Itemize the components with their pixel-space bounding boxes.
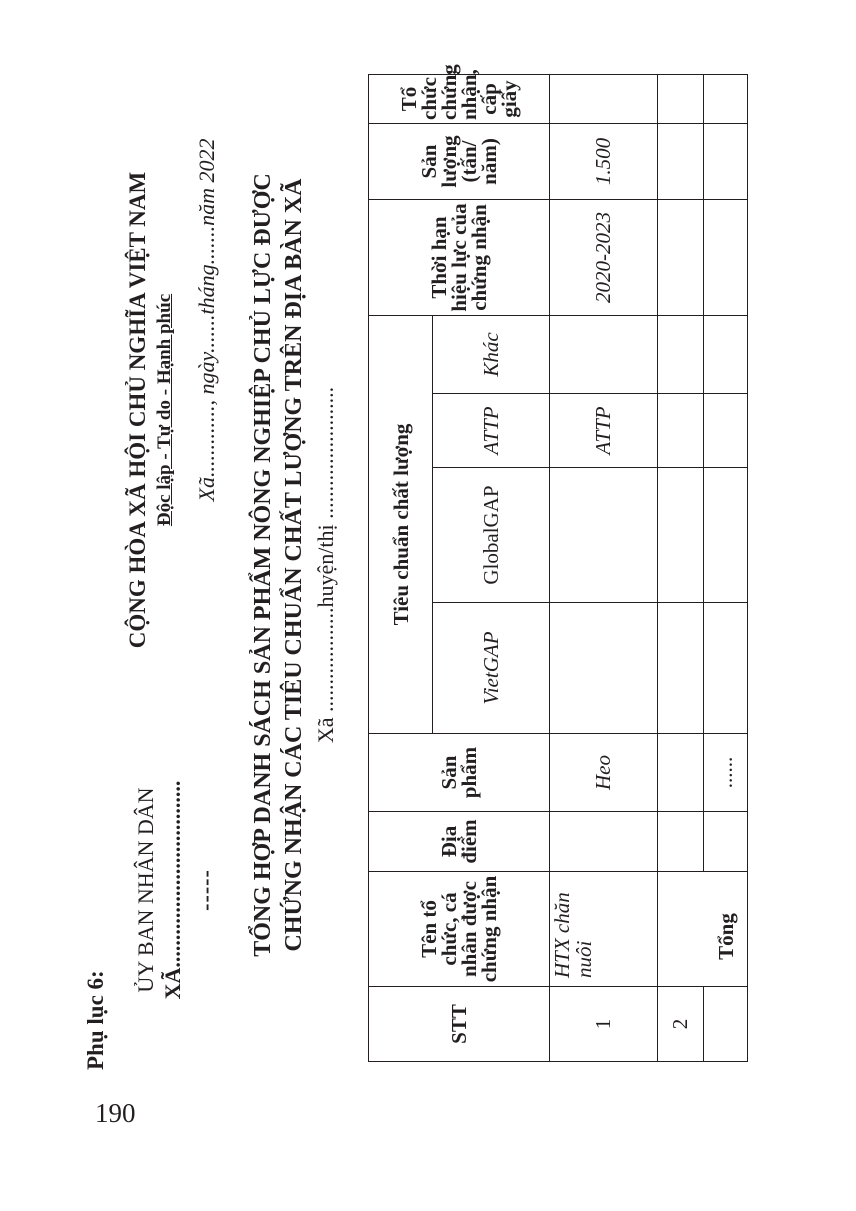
- table-row: [550, 75, 658, 1062]
- col-vietgap-header: VietGAP: [433, 603, 550, 734]
- col-other-header: Khác: [433, 316, 550, 394]
- cell-org: HTX chăn nuôi: [550, 872, 658, 987]
- cell-issuer: [550, 75, 658, 124]
- col-stt-header: STT: [369, 987, 550, 1062]
- committee-separator: -----: [193, 869, 218, 911]
- total-attp: [704, 394, 748, 468]
- col-issuer-header: Tổ chức chứng nhận, cấp giấy: [369, 75, 550, 124]
- cell-vietgap: [658, 603, 704, 734]
- cell-stt: 1: [550, 987, 658, 1062]
- total-label: Tổng: [704, 812, 748, 1062]
- cell-product: [658, 734, 704, 812]
- national-header: [125, 80, 220, 740]
- commune-name: XÃ..................................: [160, 780, 185, 1000]
- cell-globalgap: [658, 468, 704, 603]
- total-validity: [704, 200, 748, 316]
- page-number: 190: [95, 1098, 136, 1128]
- date-line: Xã............., ngày.......tháng.......năm 2022: [194, 138, 219, 502]
- total-issuer: [704, 75, 748, 124]
- appendix-label: Phụ lục 6:: [83, 970, 108, 1070]
- total-product: ......: [704, 734, 748, 812]
- cell-globalgap: [550, 468, 658, 603]
- document-title: [248, 105, 310, 1025]
- cell-vietgap: [550, 603, 658, 734]
- cell-validity: [658, 200, 704, 316]
- cell-other: [550, 316, 658, 394]
- cell-stt: 2: [658, 987, 704, 1062]
- cell-place: [550, 812, 658, 872]
- col-output-header: Sản lượng (tấn/ năm): [369, 124, 550, 200]
- cell-output: [658, 124, 704, 200]
- table-row: [658, 75, 704, 1062]
- col-place-header: Địa điểm: [369, 812, 550, 872]
- cell-issuer: [658, 75, 704, 124]
- cell-other: [658, 316, 704, 394]
- title-line-2: CHỨNG NHẬN CÁC TIÊU CHUẨN CHẤT LƯỢNG TRÊN ĐỊA BÀN XÃ: [281, 178, 307, 952]
- col-product-header: Sản phẩm: [369, 734, 550, 812]
- total-vietgap: [704, 603, 748, 734]
- national-motto: Độc lập - Tự do - Hạnh phúc: [154, 293, 175, 527]
- republic-name: CỘNG HÒA XÃ HỘI CHỦ NGHĨA VIỆT NAM: [125, 171, 150, 649]
- cell-output: 1.500: [550, 124, 658, 200]
- col-standards-header: Tiêu chuẩn chất lượng: [369, 316, 433, 734]
- header-row: [369, 75, 433, 1062]
- cell-attp: [658, 394, 704, 468]
- cell-attp: ATTP: [550, 394, 658, 468]
- committee-header: [132, 765, 219, 1015]
- cell-product: Heo: [550, 734, 658, 812]
- title-line-1: TỔNG HỢP DANH SÁCH SẢN PHẨM NÔNG NGHIỆP CHỦ LỰC ĐƯỢC: [250, 173, 276, 957]
- location-line: Xã ...................huyện/thị ........................: [313, 386, 338, 744]
- cell-place: [658, 812, 704, 872]
- total-globalgap: [704, 468, 748, 603]
- col-validity-header: Thời hạn hiệu lực của chứng nhận: [369, 200, 550, 316]
- committee-name: ỦY BAN NHÂN DÂN: [133, 787, 158, 993]
- col-globalgap-header: GlobalGAP: [433, 468, 550, 603]
- rotated-page: [80, 30, 780, 1070]
- certification-table: [368, 64, 748, 1062]
- cell-validity: 2020-2023: [550, 200, 658, 316]
- total-row: [704, 75, 748, 1062]
- col-attp-header: ATTP: [433, 394, 550, 468]
- col-org-header: Tên tổ chức, cá nhân được chứng nhận: [369, 872, 550, 987]
- total-other: [704, 316, 748, 394]
- total-output: [704, 124, 748, 200]
